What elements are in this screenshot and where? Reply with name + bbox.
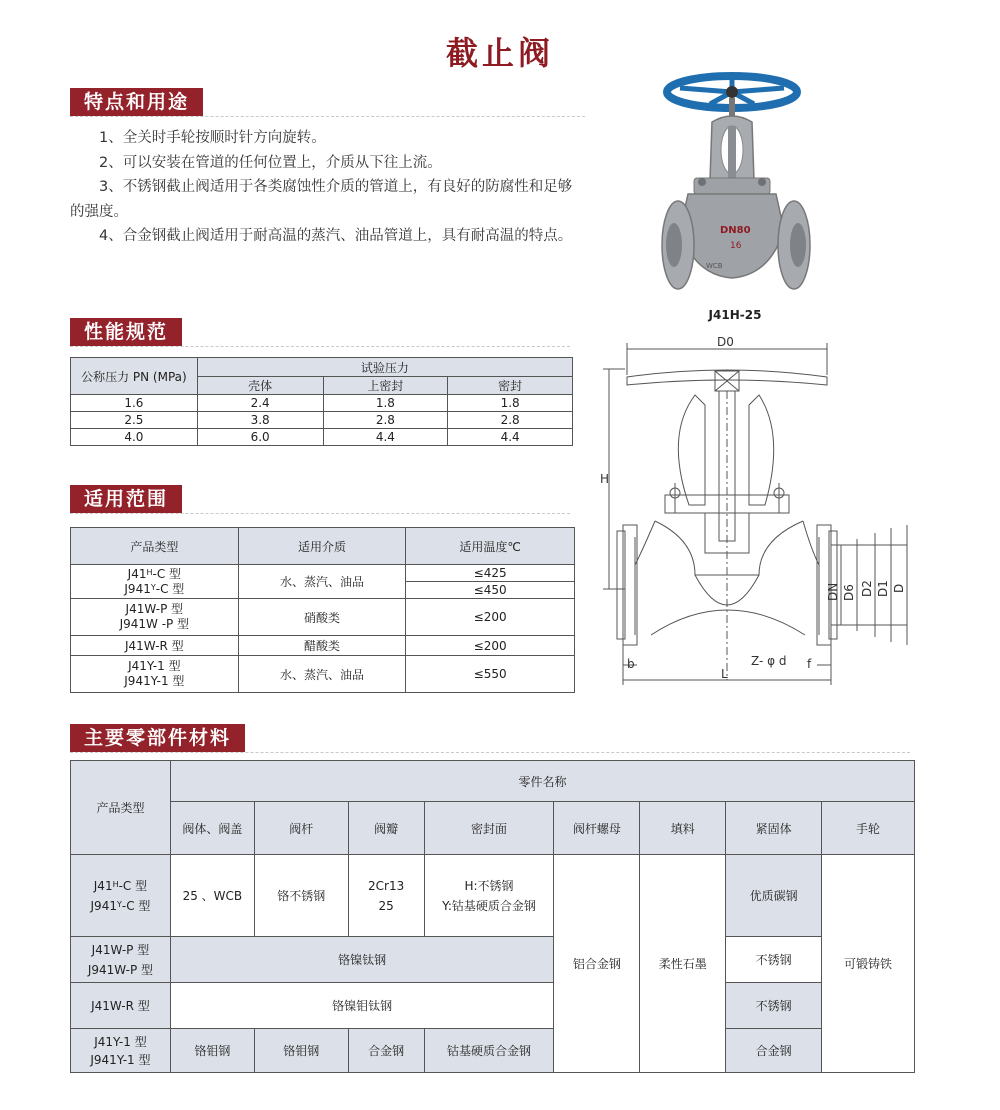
mat-cell: H:不锈钢 Y:钴基硬质合金钢 (424, 855, 554, 937)
dim-label-d: D (892, 583, 906, 593)
mat-col-header: 阀体、阀盖 (170, 802, 254, 855)
table-row (71, 429, 573, 446)
scope-header: 适用温度℃ (406, 528, 575, 565)
mat-type-cell: J41Y-1 型 J941Y-1 型 (71, 1029, 171, 1073)
dim-label-d2: D2 (860, 580, 874, 597)
valve-drawing (595, 335, 925, 695)
scope-header: 适用介质 (238, 528, 406, 565)
mat-cell: 铬钼钢 (254, 1029, 348, 1073)
mat-col-header: 阀杆 (254, 802, 348, 855)
mat-cell: 25 、WCB (170, 855, 254, 937)
scope-type-cell: J41H-C 型 J941Y-C 型 (71, 565, 239, 599)
mat-cell: 铬不锈钢 (254, 855, 348, 937)
perf-header-pn: 公称压力 PN (MPa) (71, 358, 198, 395)
section-scope-tag: 适用范围 (70, 485, 182, 513)
scope-medium-cell: 醋酸类 (238, 636, 406, 656)
photo-mark-wcb: WCB (706, 262, 723, 270)
photo-mark-dn: DN80 (720, 225, 751, 236)
mat-type-cell: J41W-R 型 (71, 983, 171, 1029)
scope-medium-cell: 水、蒸汽、油品 (238, 565, 406, 599)
mat-type-cell: J41H-C 型 J941Y-C 型 (71, 855, 171, 937)
table-row (71, 412, 573, 429)
section-divider (70, 346, 570, 347)
mat-col-header: 密封面 (424, 802, 554, 855)
mat-col-header: 手轮 (822, 802, 915, 855)
table-cell: 2.5 (71, 412, 198, 429)
mat-cell-handwheel: 可锻铸铁 (822, 855, 915, 1073)
perf-header-test: 试验压力 (197, 358, 572, 377)
table-cell: 4.4 (448, 429, 573, 446)
scope-temp-cell: ≤550 (406, 656, 575, 693)
mat-cell-fastener: 不锈钢 (726, 937, 822, 983)
photo-mark-pn: 16 (730, 241, 742, 251)
scope-type-cell: J41Y-1 型 J941Y-1 型 (71, 656, 239, 693)
perf-subheader: 密封 (448, 377, 573, 395)
photo-caption: J41H-25 (708, 308, 762, 322)
table-cell: 1.8 (448, 395, 573, 412)
feature-item: 1、全关时手轮按顺时针方向旋转。 (99, 130, 326, 146)
mat-col-header: 阀杆螺母 (554, 802, 640, 855)
mat-type-cell: J41W-P 型 J941W-P 型 (71, 937, 171, 983)
dim-label-d6: D6 (842, 584, 856, 601)
table-cell: 3.8 (197, 412, 323, 429)
materials-table (70, 760, 915, 1073)
feature-item: 3、不锈钢截止阀适用于各类腐蚀性介质的管道上，有良好的防腐性和足够的强度。 (70, 179, 573, 220)
scope-medium-cell: 硝酸类 (238, 599, 406, 636)
mat-cell: 合金钢 (348, 1029, 424, 1073)
dim-label-l: L (721, 667, 728, 681)
mat-header-parts: 零件名称 (170, 761, 914, 802)
mat-col-header: 紧固体 (726, 802, 822, 855)
scope-temp-cell: ≤200 (406, 636, 575, 656)
mat-cell-fastener: 优质碳钢 (726, 855, 822, 937)
mat-cell-nut: 铝合金钢 (554, 855, 640, 1073)
dim-label-f: f (807, 657, 812, 671)
scope-temp-cell: ≤425 (406, 565, 575, 582)
perf-subheader: 上密封 (323, 377, 448, 395)
table-cell: 2.8 (323, 412, 448, 429)
dim-label-d0: D0 (717, 335, 734, 349)
section-divider (70, 752, 910, 753)
dim-label-h: H (600, 472, 610, 486)
mat-merged-cell: 铬镍钼钛钢 (170, 983, 554, 1029)
dim-label-dn: DN (826, 582, 840, 601)
valve-photo (650, 70, 820, 305)
table-cell: 2.4 (197, 395, 323, 412)
mat-col-header: 填料 (640, 802, 726, 855)
performance-table (70, 357, 573, 446)
table-cell: 1.6 (71, 395, 198, 412)
section-divider (70, 116, 585, 117)
mat-cell: 铬钼钢 (170, 1029, 254, 1073)
scope-temp-cell: ≤200 (406, 599, 575, 636)
feature-item: 2、可以安装在管道的任何位置上，介质从下往上流。 (99, 154, 442, 171)
feature-item: 4、合金钢截止阀适用于耐高温的蒸汽、油品管道上，具有耐高温的特点。 (99, 228, 573, 244)
table-cell: 6.0 (197, 429, 323, 446)
features-list (70, 126, 585, 249)
mat-cell: 钴基硬质合金钢 (424, 1029, 554, 1073)
perf-subheader: 壳体 (197, 377, 323, 395)
table-cell: 1.8 (323, 395, 448, 412)
mat-cell-packing: 柔性石墨 (640, 855, 726, 1073)
table-row (71, 395, 573, 412)
scope-header: 产品类型 (71, 528, 239, 565)
mat-merged-cell: 铬镍钛钢 (170, 937, 554, 983)
mat-col-header: 阀瓣 (348, 802, 424, 855)
page-title: 截止阀 (445, 34, 554, 72)
dim-label-d1: D1 (876, 580, 890, 597)
mat-cell: 2Cr13 25 (348, 855, 424, 937)
table-cell: 4.4 (323, 429, 448, 446)
mat-cell-fastener: 不锈钢 (726, 983, 822, 1029)
mat-cell-fastener: 合金钢 (726, 1029, 822, 1073)
scope-table (70, 527, 575, 693)
table-cell: 2.8 (448, 412, 573, 429)
section-materials-tag: 主要零部件材料 (70, 724, 245, 752)
scope-temp-cell: ≤450 (406, 582, 575, 599)
table-cell: 4.0 (71, 429, 198, 446)
scope-type-cell: J41W-R 型 (71, 636, 239, 656)
dim-label-b: b (627, 657, 635, 671)
section-divider (70, 513, 570, 514)
dim-label-z: Z- φ d (751, 654, 787, 668)
scope-medium-cell: 水、蒸汽、油品 (238, 656, 406, 693)
mat-header-type: 产品类型 (71, 761, 171, 855)
section-performance-tag: 性能规范 (70, 318, 182, 346)
scope-type-cell: J41W-P 型 J941W -P 型 (71, 599, 239, 636)
section-features-tag: 特点和用途 (70, 88, 203, 116)
